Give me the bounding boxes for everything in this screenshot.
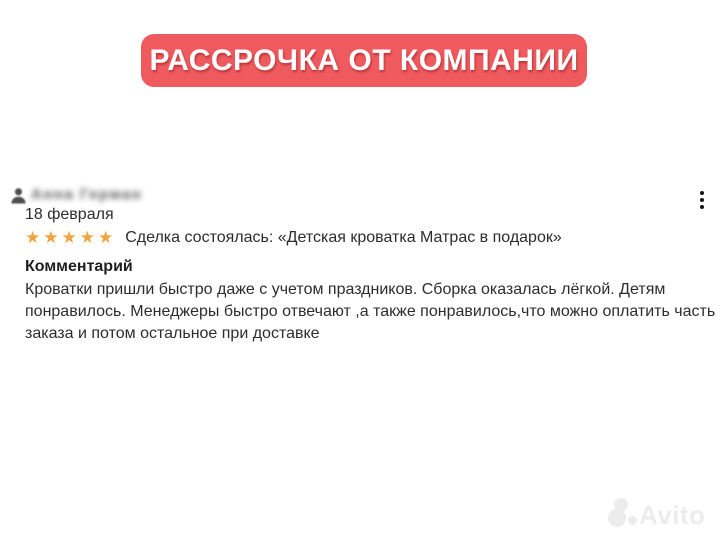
comment-heading: Комментарий [25,258,133,275]
installment-banner [141,34,587,87]
avito-logo-circle-icon [628,516,637,525]
user-avatar-icon [10,186,27,204]
review-rating-row [25,227,562,249]
review-date: 18 февраля [25,206,114,223]
comment-text [25,279,716,345]
avito-logo-circle-icon [608,509,626,527]
comment-line: понравилось. Менеджеры быстро отвечают ,а также понравилось,что можно оплатить часть [25,303,716,320]
star-rating-icons: ★★★★★ [25,228,117,247]
comment-line: заказа и потом остальное при доставке [25,325,320,342]
review-author-name: Анна Герман [31,186,143,203]
avito-watermark [604,495,716,533]
comment-line: Кроватки пришли быстро даже с учетом праздников. Сборка оказалась лёгкой. Детям [25,281,666,298]
avito-watermark-label: Avito [639,500,706,530]
deal-status-text: Сделка состоялась: «Детская кроватка Матрас в подарок» [125,229,562,246]
installment-banner-label: РАССРОЧКА ОТ КОМПАНИИ [149,43,579,77]
kebab-menu-icon[interactable] [700,191,705,209]
